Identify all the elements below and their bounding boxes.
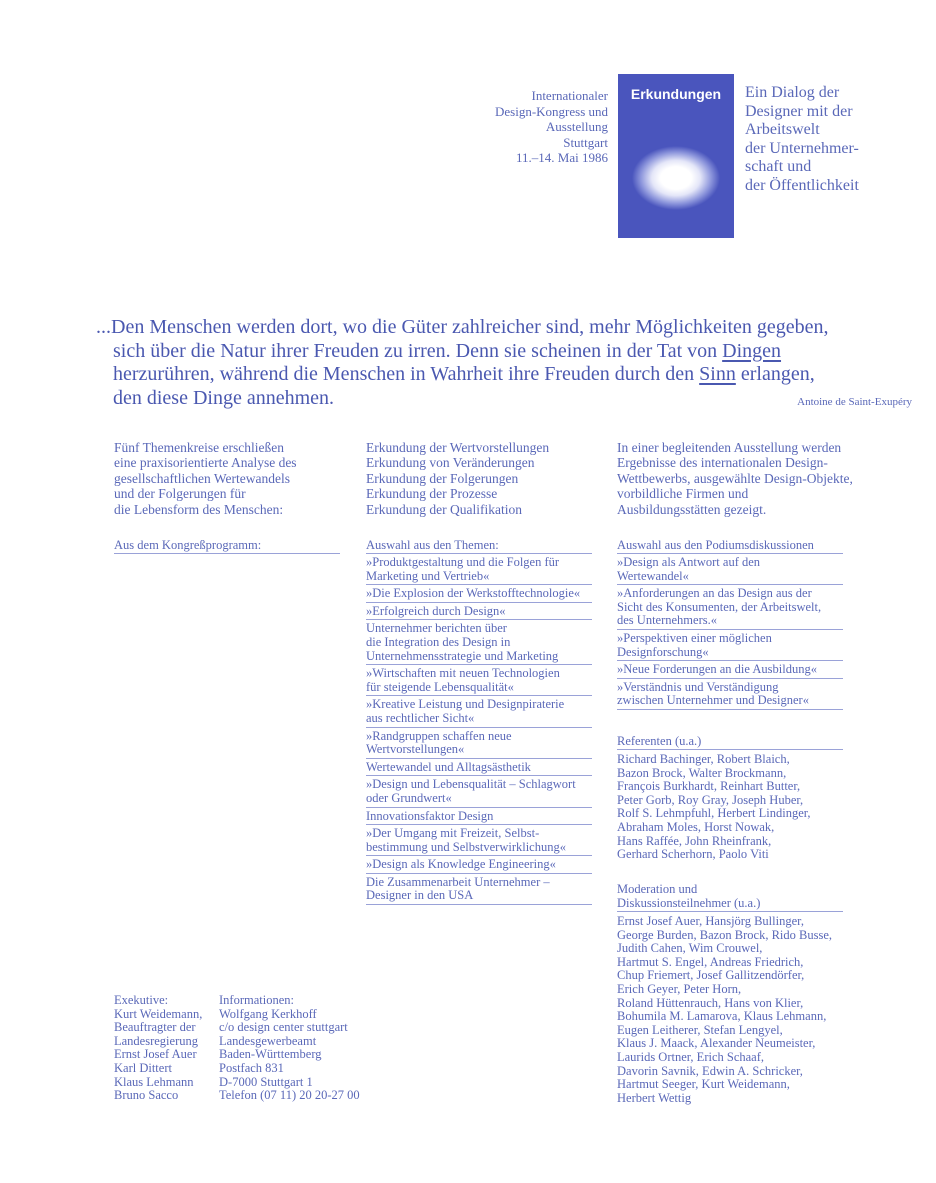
quote-line: ...Den Menschen werden dort, wo die Güter zahlreicher sind, mehr Möglichkeiten gegeben, [96,316,829,338]
heading-line: Moderation und [617,882,698,896]
exekutive-line: Bruno Sacco [114,1088,179,1103]
information-heading: Informationen: [219,993,294,1007]
list-item [617,554,843,585]
list-item [366,665,592,696]
list-item [366,825,592,856]
quote-author: Antoine de Saint-Exupéry [797,396,912,408]
list-item-line: »Neue Forderungen an die Ausbildung« [617,662,817,677]
list-item [617,661,843,679]
name-line: Laurids Ortner, Erich Schaaf, [617,1049,765,1064]
intro-line: Fünf Themenkreise erschließen [114,440,284,455]
moderation [617,882,843,1105]
program-heading: Aus dem Kongreßprogramm: [114,538,340,554]
list-item [617,585,843,630]
name-line: Herbert Wettig [617,1090,692,1105]
intro-ausstellung [617,440,917,517]
tagline [745,84,859,196]
list-item-line: Wertewandel und Alltagsästhetik [366,759,531,774]
event-info-line: Internationaler [531,88,608,103]
intro-line: Erkundung der Wertvorstellungen [366,440,550,455]
name-line: Eugen Leitherer, Stefan Lengyel, [617,1022,783,1037]
list-item [366,603,592,621]
referenten [617,734,843,862]
name-line: Roland Hüttenrauch, Hans von Klier, [617,995,804,1010]
exekutive-line: Kurt Weidemann, [114,1006,203,1021]
podium-list [617,538,843,710]
address-line: Postfach 831 [219,1060,284,1075]
list-item-line: »Produktgestaltung und die Folgen für [366,555,560,569]
intro-line: gesellschaftlichen Wertewandels [114,470,290,486]
list-item-line: bestimmung und Selbstverwirklichung« [366,839,566,854]
name-line: Abraham Moles, Horst Nowak, [617,819,775,834]
list-item-line: des Unternehmers.« [617,613,717,628]
quote-line [96,363,926,387]
name-line: Bohumila M. Lamarova, Klaus Lehmann, [617,1009,827,1024]
intro-line: die Lebensform des Menschen: [114,501,284,517]
list-item-line: Sicht des Konsumenten, der Arbeitswelt, [617,599,822,614]
information-block [219,994,360,1103]
name-line: Peter Gorb, Roy Gray, Joseph Huber, [617,792,804,807]
list-item [617,630,843,661]
name-line: Hans Raffée, John Rheinfrank, [617,833,772,848]
name-line: François Burkhardt, Reinhart Butter, [617,779,801,794]
list-item-line: »Design als Antwort auf den [617,555,761,569]
event-info-line: Design-Kongress und [494,103,608,119]
quote-line: den diese Dinge annehmen. [113,386,335,409]
list-item-line: Designforschung« [617,644,709,659]
name-line: Ernst Josef Auer, Hansjörg Bullinger, [617,914,804,928]
list-item-line: »Der Umgang mit Freizeit, Selbst- [366,826,540,841]
event-info-line: Stuttgart [563,134,608,150]
list-item-line: Die Zusammenarbeit Unternehmer – [366,874,550,889]
quote-text: sich über die Natur ihrer Freuden zu irren. Denn sie scheinen in der Tat von [113,339,723,362]
intro-line: Ausbildungsstätten gezeigt. [617,501,767,517]
quote-underlined-word: Sinn [699,363,736,385]
list-item-line: Marketing und Vertrieb« [366,568,490,583]
exekutive-block [114,994,202,1103]
moderation-names [617,912,843,1105]
event-info-line: Ausstellung [545,119,608,135]
tagline-line: Ein Dialog der [745,84,840,101]
list-item-line: Unternehmer berichten über [366,621,507,636]
list-item-line: »Anforderungen an das Design aus der [617,586,812,601]
event-info [462,88,608,166]
intro-line: Erkundung der Qualifikation [366,501,522,517]
intro-erkundungen [366,440,606,517]
intro-line: Ergebnisse des internationalen Design- [617,455,828,471]
name-line: Davorin Savnik, Edwin A. Schricker, [617,1063,803,1078]
exekutive-line: Karl Dittert [114,1060,172,1075]
list-item [366,759,592,777]
list-item-line: aus rechtlicher Sicht« [366,710,475,725]
quote-text: erlangen, [735,363,815,385]
list-item-line: Wertewandel« [617,568,689,583]
moderation-heading [617,882,843,912]
event-date: 11.–14. Mai 1986 [516,150,608,166]
list-item [366,554,592,585]
list-item [366,808,592,826]
name-line: Gerhard Scherhorn, Paolo Viti [617,847,769,862]
list-item-line: »Erfolgreich durch Design« [366,603,506,618]
name-line: Richard Bachinger, Robert Blaich, [617,752,790,766]
logo [618,74,734,238]
address-line: D-7000 Stuttgart 1 [219,1074,313,1089]
intro-line: vorbildliche Firmen und [617,486,749,502]
intro-line: Erkundung der Prozesse [366,486,498,502]
name-line: Rolf S. Lehmpfuhl, Herbert Lindinger, [617,806,811,821]
referenten-heading: Referenten (u.a.) [617,734,843,750]
tagline-line: der Unternehmer- [745,139,859,157]
tagline-line: Designer mit der [745,102,853,120]
exekutive-line: Beauftragter der [114,1020,196,1035]
list-item-line: Innovationsfaktor Design [366,808,494,823]
list-item [366,620,592,665]
list-item [366,696,592,727]
exekutive-heading: Exekutive: [114,993,169,1007]
heading-line: Diskussionsteilnehmer (u.a.) [617,896,761,910]
name-line: Hartmut S. Engel, Andreas Friedrich, [617,954,804,969]
exekutive-line: Ernst Josef Auer [114,1047,197,1062]
intro-line: und der Folgerungen für [114,486,246,502]
referenten-names [617,750,843,862]
tagline-line: Arbeitswelt [745,121,820,139]
list-item-line: für steigende Lebensqualität« [366,679,514,694]
list-item-line: »Design und Lebensqualität – Schlagwort [366,777,576,792]
address-line: Landesgewerbeamt [219,1033,317,1048]
quote-text: herzurühren, während die Menschen in Wahrheit ihre Freuden durch den [113,363,700,385]
name-line: Hartmut Seeger, Kurt Weidemann, [617,1077,790,1092]
list-item-line: »Design als Knowledge Engineering« [366,857,556,872]
logo-title: Erkundungen [630,86,722,102]
intro-line: Erkundung der Folgerungen [366,470,519,486]
exekutive-line: Landesregierung [114,1033,198,1048]
name-line: Chup Friemert, Josef Gallitzendörfer, [617,968,805,983]
list-item [366,728,592,759]
list-item [617,679,843,710]
name-line: Klaus J. Maack, Alexander Neumeister, [617,1036,816,1051]
list-item [366,585,592,603]
list-item [366,874,592,905]
intro-line: eine praxisorientierte Analyse des [114,455,297,471]
name-line: Judith Cahen, Wim Crouwel, [617,941,763,956]
list-item-line: »Randgruppen schaffen neue [366,728,512,743]
intro-line: Wettbewerbs, ausgewählte Design-Objekte, [617,470,853,486]
contact-name: Wolfgang Kerkhoff [219,1006,317,1021]
list-item-line: »Wirtschaften mit neuen Technologien [366,666,560,681]
list-item-line: »Die Explosion der Werkstofftechnologie« [366,586,581,601]
intro-line: Erkundung von Veränderungen [366,455,535,471]
list-item [366,856,592,874]
themes-heading: Auswahl aus den Themen: [366,538,592,554]
exekutive-line: Klaus Lehmann [114,1074,194,1089]
address-line: Baden-Württemberg [219,1047,322,1062]
list-item [366,776,592,807]
list-item-line: oder Grundwert« [366,790,452,805]
quote-line [96,340,926,364]
name-line: Bazon Brock, Walter Brockmann, [617,765,787,780]
list-item-line: zwischen Unternehmer und Designer« [617,693,809,708]
list-item-line: die Integration des Design in [366,634,511,649]
list-item-line: Wertvorstellungen« [366,742,465,757]
list-item-line: »Kreative Leistung und Designpiraterie [366,697,565,712]
themes-list [366,538,592,905]
intro-line: In einer begleitenden Ausstellung werden [617,440,842,455]
tagline-line: der Öffentlichkeit [745,176,859,194]
list-item-line: Unternehmensstrategie und Marketing [366,648,559,663]
list-item-line: »Verständnis und Verständigung [617,679,779,694]
quote-underlined-word: Dingen [722,339,782,362]
address-line: c/o design center stuttgart [219,1020,348,1035]
phone-number: Telefon (07 11) 20 20-27 00 [219,1088,360,1103]
tagline-line: schaft und [745,158,812,176]
podium-heading: Auswahl aus den Podiumsdiskussionen [617,538,843,554]
list-item-line: »Perspektiven einer möglichen [617,630,772,645]
list-item-line: Designer in den USA [366,888,474,903]
intro-themes [114,440,354,517]
name-line: George Burden, Bazon Brock, Rido Busse, [617,927,833,942]
name-line: Erich Geyer, Peter Horn, [617,981,742,996]
